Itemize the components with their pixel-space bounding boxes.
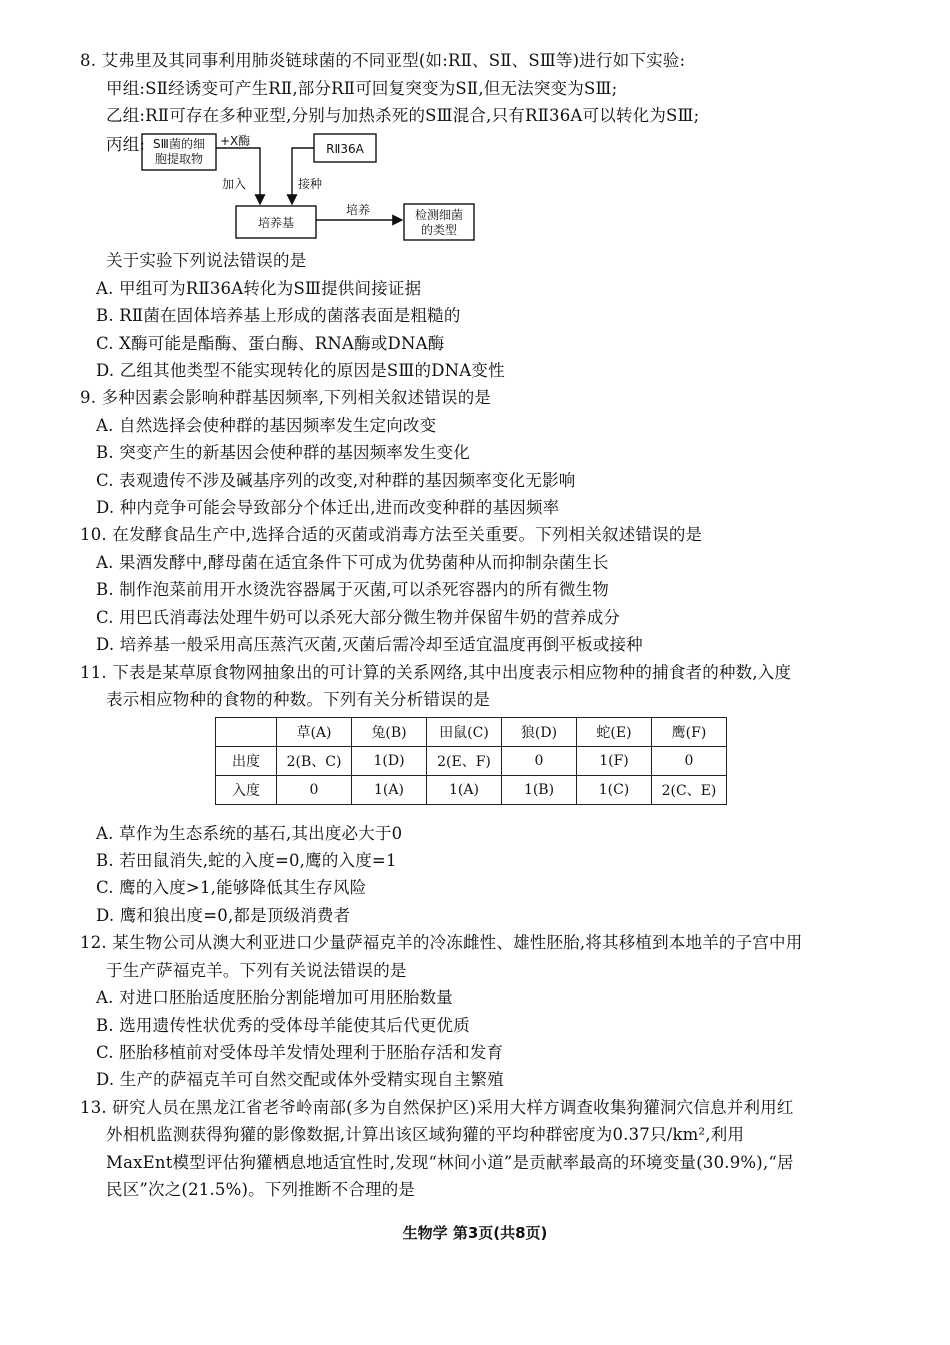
table-cell: 1(B) (502, 776, 577, 805)
table-cell: 1(D) (352, 747, 427, 776)
table-cell: 2(E、F) (427, 747, 502, 776)
q10-option-c: C. 用巴氏消毒法处理牛奶可以杀死大部分微生物并保留牛奶的营养成分 (96, 608, 621, 627)
table-header-cell: 鹰(F) (652, 718, 727, 747)
q8-option-b: B. RⅡ菌在固体培养基上形成的菌落表面是粗糙的 (96, 306, 461, 325)
q11-stem-line2: 表示相应物种的食物的种数。下列有关分析错误的是 (106, 690, 491, 709)
table-header-row (216, 718, 727, 747)
q8-group-b: 乙组:RⅡ可存在多种亚型,分别与加热杀死的SⅢ混合,只有RⅡ36A可以转化为SⅢ; (106, 106, 700, 125)
q8-group-a: 甲组:SⅡ经诱变可产生RⅡ,部分RⅡ可回复突变为SⅡ,但无法突变为SⅢ; (106, 79, 618, 98)
medium-label: 培养基 (257, 216, 295, 230)
table-cell: 1(A) (352, 776, 427, 805)
table-cell: 1(A) (427, 776, 502, 805)
q13-stem-line2: 外相机监测获得狗獾的影像数据,计算出该区域狗獾的平均种群密度为0.37只/km²,利用 (106, 1125, 745, 1144)
food-web-table (215, 717, 727, 805)
table-header-cell: 草(A) (277, 718, 352, 747)
table-cell: 2(B、C) (277, 747, 352, 776)
table-cell: 2(C、E) (652, 776, 727, 805)
q8-group-c-label: 丙组: (106, 135, 146, 154)
table-cell: 出度 (216, 747, 277, 776)
q8-option-a: A. 甲组可为RⅡ36A转化为SⅢ提供间接证据 (96, 279, 422, 298)
table-header-cell: 田鼠(C) (427, 718, 502, 747)
q9-stem: 9. 多种因素会影响种群基因频率,下列相关叙述错误的是 (80, 388, 492, 407)
q9-option-d: D. 种内竞争可能会导致部分个体迁出,进而改变种群的基因频率 (96, 498, 560, 517)
table-row (216, 776, 727, 805)
q12-option-b: B. 选用遗传性状优秀的受体母羊能使其后代更优质 (96, 1016, 470, 1035)
q11-stem-line1: 11. 下表是某草原食物网抽象出的可计算的关系网络,其中出度表示相应物种的捕食者的种数,入度 (80, 663, 792, 682)
q12-option-a: A. 对进口胚胎适度胚胎分割能增加可用胚胎数量 (96, 988, 454, 1007)
table-header-cell: 蛇(E) (577, 718, 652, 747)
enzyme-label: +X酶 (220, 134, 251, 148)
q10-option-a: A. 果酒发酵中,酵母菌在适宜条件下可成为优势菌种从而抑制杂菌生长 (96, 553, 609, 572)
q8-option-d: D. 乙组其他类型不能实现转化的原因是SⅢ的DNA变性 (96, 361, 505, 380)
strain-label: RⅡ36A (326, 142, 364, 156)
table-header-cell: 兔(B) (352, 718, 427, 747)
q9-option-c: C. 表观遗传不涉及碱基序列的改变,对种群的基因频率变化无影响 (96, 471, 576, 490)
table-cell: 0 (502, 747, 577, 776)
q13-stem-line3: MaxEnt模型评估狗獾栖息地适宜性时,发现“林间小道”是贡献率最高的环境变量(30.9%),“居 (106, 1153, 794, 1172)
table-cell: 1(C) (577, 776, 652, 805)
table-cell: 0 (652, 747, 727, 776)
table-row (216, 747, 727, 776)
q8-option-c: C. X酶可能是酯酶、蛋白酶、RNA酶或DNA酶 (96, 334, 445, 353)
q8-experiment-diagram (96, 128, 516, 248)
q12-stem-line1: 12. 某生物公司从澳大利亚进口少量萨福克羊的冷冻雌性、雄性胚胎,将其移植到本地羊的子宫中用 (80, 933, 803, 952)
inoculate-label: 接种 (298, 177, 323, 191)
add-label: 加入 (222, 177, 247, 191)
q8-prompt: 关于实验下列说法错误的是 (106, 251, 307, 270)
q10-stem: 10. 在发酵食品生产中,选择合适的灭菌或消毒方法至关重要。下列相关叙述错误的是 (80, 525, 703, 544)
q12-option-d: D. 生产的萨福克羊可自然交配或体外受精实现自主繁殖 (96, 1070, 504, 1089)
q13-stem-line4: 民区”次之(21.5%)。下列推断不合理的是 (106, 1180, 416, 1199)
q11-option-d: D. 鹰和狼出度=0,都是顶级消费者 (96, 906, 351, 925)
table-cell: 1(F) (577, 747, 652, 776)
q9-option-b: B. 突变产生的新基因会使种群的基因频率发生变化 (96, 443, 470, 462)
extract-label-2: 胞提取物 (154, 152, 204, 166)
table-cell: 0 (277, 776, 352, 805)
extract-label-1: SⅢ菌的细 (153, 137, 205, 151)
q11-option-b: B. 若田鼠消失,蛇的入度=0,鹰的入度=1 (96, 851, 397, 870)
page-footer: 生物学 第3页(共8页) (402, 1224, 548, 1242)
table-header-cell: 狼(D) (502, 718, 577, 747)
q13-stem-line1: 13. 研究人员在黑龙江省老爷岭南部(多为自然保护区)采用大样方调查收集狗獾洞穴信息并利用红 (80, 1098, 794, 1117)
detect-label-1: 检测细菌 (414, 208, 464, 222)
detect-label-2: 的类型 (420, 223, 458, 237)
q10-option-b: B. 制作泡菜前用开水烫洗容器属于灭菌,可以杀死容器内的所有微生物 (96, 580, 609, 599)
q8-stem: 8. 艾弗里及其同事利用肺炎链球菌的不同亚型(如:RⅡ、SⅡ、SⅢ等)进行如下实验: (80, 51, 686, 70)
q11-option-c: C. 鹰的入度>1,能够降低其生存风险 (96, 878, 367, 897)
inoculate-arrow (292, 148, 314, 204)
q10-option-d: D. 培养基一般采用高压蒸汽灭菌,灭菌后需冷却至适宜温度再倒平板或接种 (96, 635, 643, 654)
culture-label: 培养 (346, 203, 371, 217)
add-arrow (216, 148, 260, 204)
table-cell: 入度 (216, 776, 277, 805)
q12-stem-line2: 于生产萨福克羊。下列有关说法错误的是 (106, 961, 407, 980)
q11-option-a: A. 草作为生态系统的基石,其出度必大于0 (96, 824, 403, 843)
q9-option-a: A. 自然选择会使种群的基因频率发生定向改变 (96, 416, 437, 435)
q12-option-c: C. 胚胎移植前对受体母羊发情处理利于胚胎存活和发育 (96, 1043, 504, 1062)
table-header-cell (216, 718, 277, 747)
